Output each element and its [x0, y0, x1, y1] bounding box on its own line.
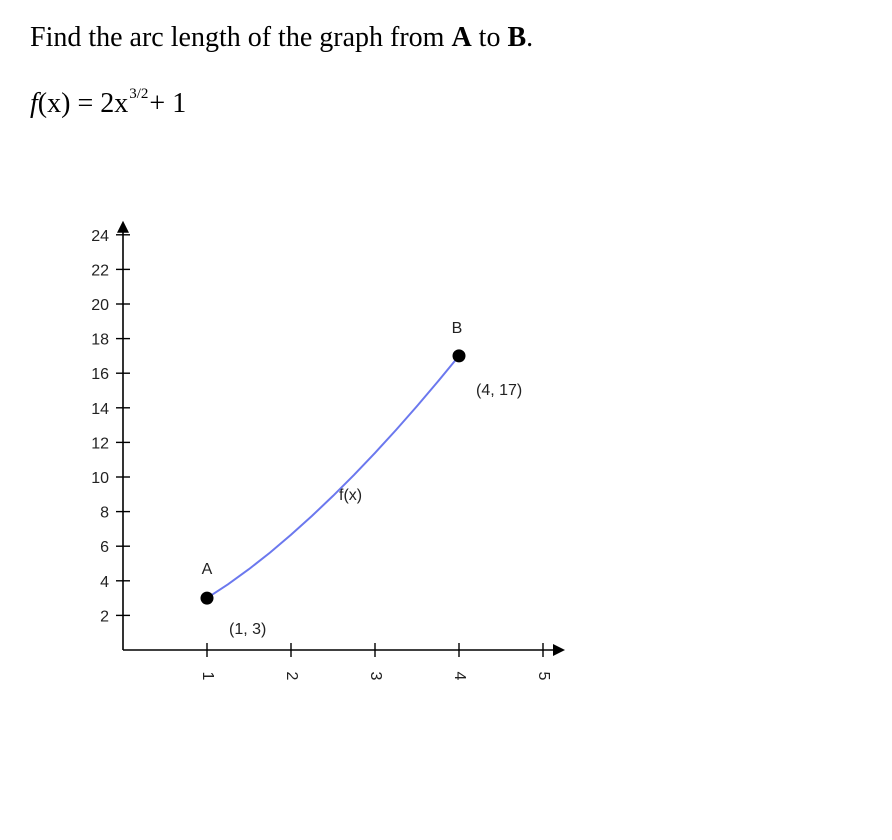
formula-argument: (x) — [37, 88, 71, 119]
question-prefix: Find the arc length of the graph from — [30, 22, 452, 53]
formula-coefficient: = 2x — [70, 88, 129, 119]
point-b-coordinates: (4, 17) — [476, 381, 523, 399]
y-tick-label-8: 8 — [100, 504, 109, 522]
formula-constant: + 1 — [149, 88, 187, 119]
y-tick-label-18: 18 — [91, 331, 109, 349]
series-line-0 — [207, 356, 459, 598]
y-tick-label-22: 22 — [91, 262, 109, 280]
point-b-label: B — [451, 319, 463, 337]
y-tick-label-24: 24 — [91, 227, 109, 245]
formula-exponent: 3/2 — [129, 86, 149, 102]
formula-function-name: f — [30, 88, 38, 119]
question-point-a: A — [451, 22, 472, 53]
x-tick-label-4: 4 — [450, 671, 468, 681]
question-middle: to — [471, 22, 508, 53]
x-tick-label-2: 2 — [282, 671, 300, 681]
point-a-label: A — [201, 561, 213, 579]
x-tick-label-1: 1 — [198, 671, 216, 681]
y-axis-arrow — [117, 221, 129, 233]
question-suffix: . — [526, 22, 534, 53]
y-tick-label-14: 14 — [91, 400, 109, 418]
x-tick-label-5: 5 — [534, 671, 552, 681]
y-tick-label-20: 20 — [91, 297, 109, 314]
y-tick-label-10: 10 — [91, 470, 109, 487]
point-a-coordinates: (1, 3) — [229, 621, 267, 639]
point-a-marker — [201, 592, 214, 605]
y-tick-label-12: 12 — [91, 435, 109, 453]
y-tick-label-16: 16 — [91, 366, 109, 384]
x-tick-label-3: 3 — [366, 671, 384, 681]
y-tick-label-6: 6 — [100, 539, 109, 557]
series-label-fx: f(x) — [339, 486, 363, 504]
y-tick-label-4: 4 — [100, 573, 109, 591]
point-b-marker — [453, 349, 466, 362]
question-point-b: B — [507, 22, 527, 53]
x-axis-arrow — [553, 644, 565, 656]
y-tick-label-2: 2 — [100, 608, 109, 626]
